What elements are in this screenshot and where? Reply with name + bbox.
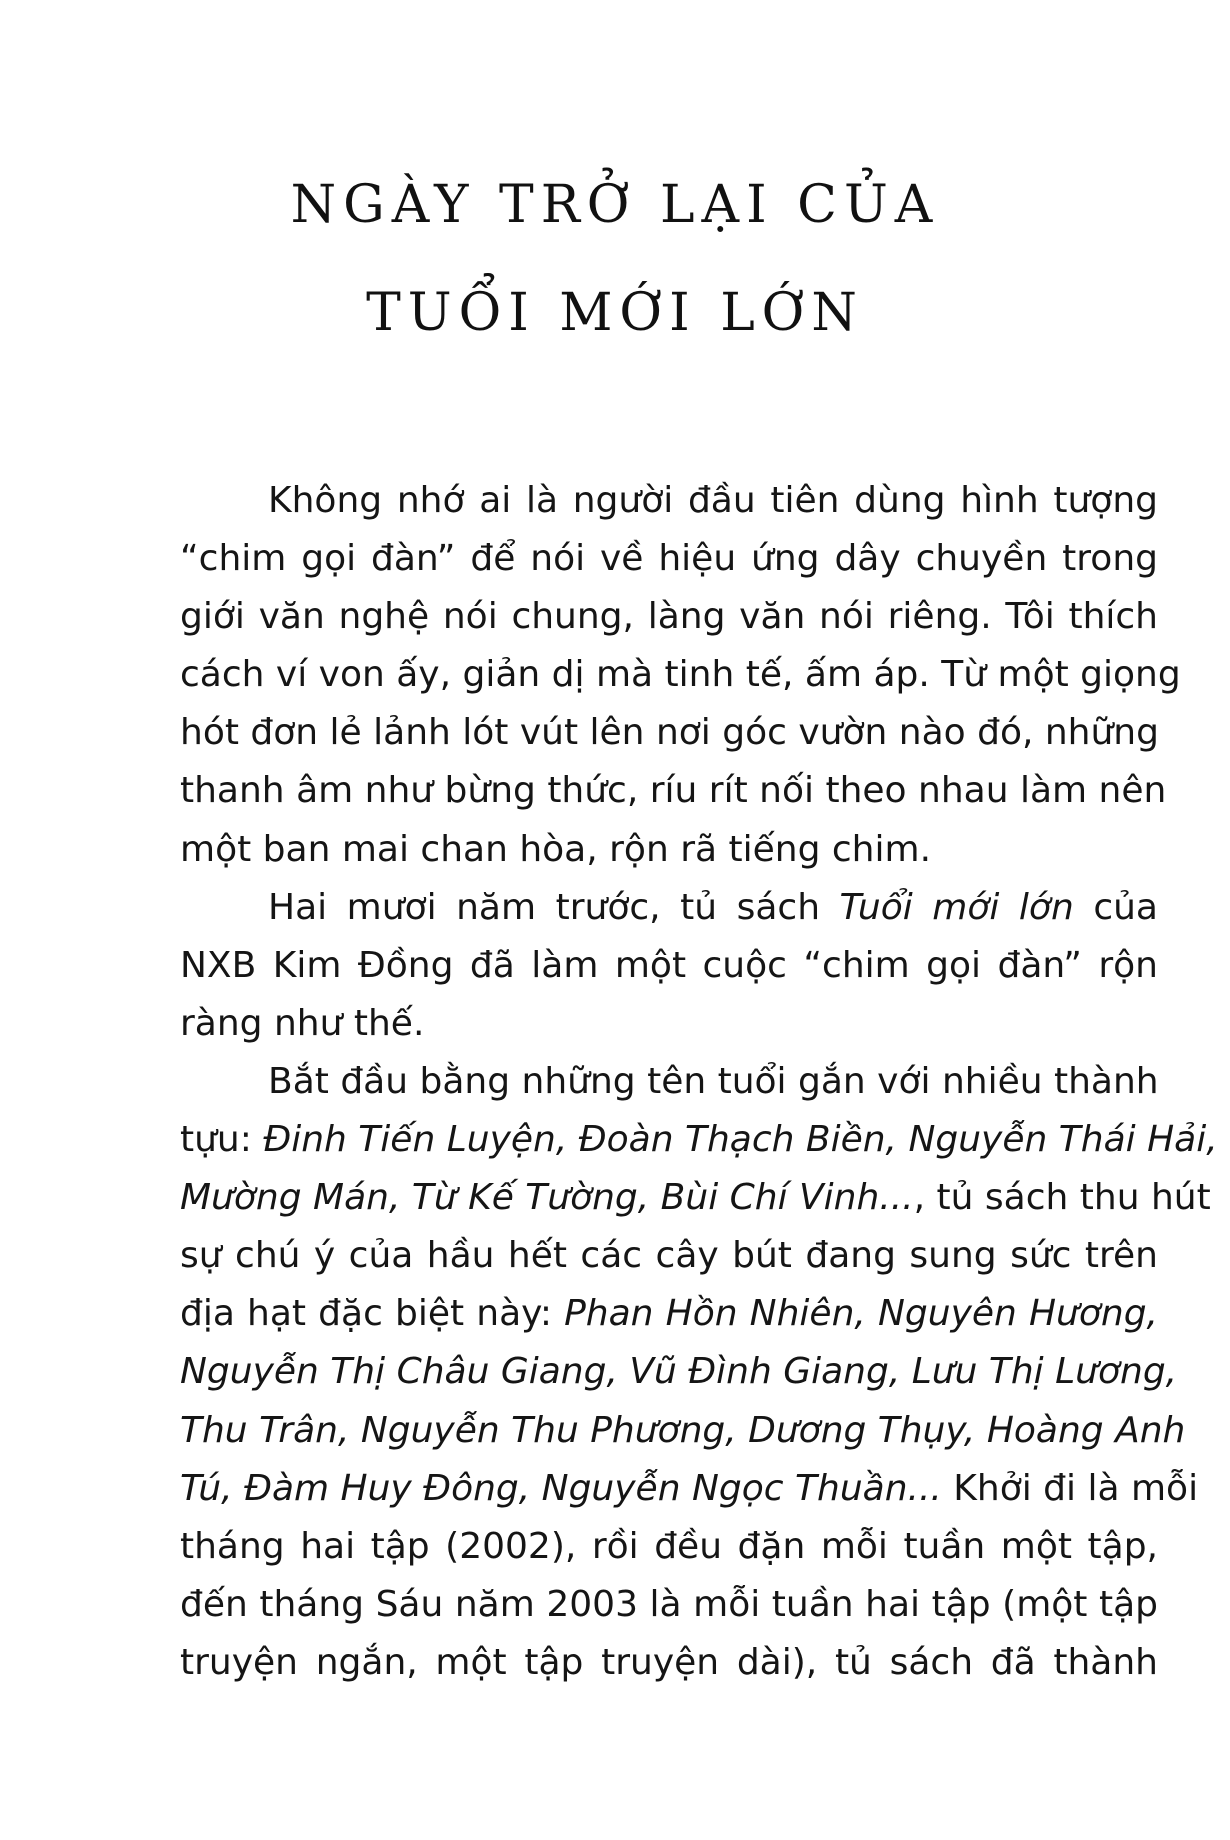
text-line — [180, 1169, 1211, 1227]
text-run: , tủ sách thu hút — [913, 1177, 1211, 1219]
text-run: Hai mươi năm trước, tủ sách — [268, 886, 840, 928]
text-line: cách ví von ấy, giản dị mà tinh tế, ấm áp. Từ một giọng — [180, 654, 1181, 696]
text-line — [180, 1460, 1199, 1518]
book-series-title: Tuổi mới lớn — [839, 886, 1074, 928]
text-line: truyện ngắn, một tập truyện dài), tủ sách đã thành — [180, 1641, 1158, 1683]
text-line: thanh âm như bừng thức, ríu rít nối theo nhau làm nên — [180, 770, 1167, 812]
text-line: NXB Kim Đồng đã làm một cuộc “chim gọi đàn” rộn — [180, 944, 1158, 986]
author-names: Phan Hồn Nhiên, Nguyên Hương, — [564, 1293, 1158, 1335]
text-run: Khởi đi là mỗi — [941, 1467, 1199, 1509]
text-line — [180, 1111, 1218, 1169]
text-run: của — [1073, 886, 1158, 928]
chapter-body — [180, 472, 1218, 1692]
author-names: Mường Mán, Từ Kế Tường, Bùi Chí Vinh... — [180, 1177, 914, 1219]
text-line: Bắt đầu bằng những tên tuổi gắn với nhiều thành — [268, 1060, 1159, 1102]
text-line: “chim gọi đàn” để nói về hiệu ứng dây chuyền trong — [180, 538, 1158, 580]
author-names: Nguyễn Thị Châu Giang, Vũ Đình Giang, Lưu Thị Lương, — [180, 1351, 1178, 1393]
text-line — [180, 1285, 1158, 1343]
text-line: một ban mai chan hòa, rộn rã tiếng chim. — [180, 828, 932, 870]
author-names: Thu Trân, Nguyễn Thu Phương, Dương Thụy, Hoàng Anh — [180, 1409, 1186, 1451]
text-line: Không nhớ ai là người đầu tiên dùng hình tượng — [268, 480, 1158, 521]
author-names: Đinh Tiến Luyện, Đoàn Thạch Biền, Nguyễn Thái Hải, — [263, 1119, 1218, 1161]
text-run: địa hạt đặc biệt này: — [180, 1293, 565, 1335]
text-run: tựu: — [180, 1119, 264, 1161]
text-line: giới văn nghệ nói chung, làng văn nói riêng. Tôi thích — [180, 596, 1158, 638]
author-names: Tú, Đàm Huy Đông, Nguyễn Ngọc Thuần... — [180, 1467, 942, 1509]
text-line: ràng như thế. — [180, 1002, 425, 1044]
text-line: tháng hai tập (2002), rồi đều đặn mỗi tuần một tập, — [180, 1525, 1158, 1567]
text-line: sự chú ý của hầu hết các cây bút đang sung sức trên — [180, 1235, 1158, 1277]
text-line: đến tháng Sáu năm 2003 là mỗi tuần hai tập (một tập — [180, 1583, 1158, 1625]
text-line: hót đơn lẻ lảnh lót vút lên nơi góc vườn nào đó, những — [180, 712, 1159, 754]
chapter-title-line-2: TUỔI MỚI LỚN — [366, 283, 864, 343]
text-line — [180, 879, 1158, 937]
chapter-title-line-1: NGÀY TRỞ LẠI CỦA — [290, 175, 940, 235]
